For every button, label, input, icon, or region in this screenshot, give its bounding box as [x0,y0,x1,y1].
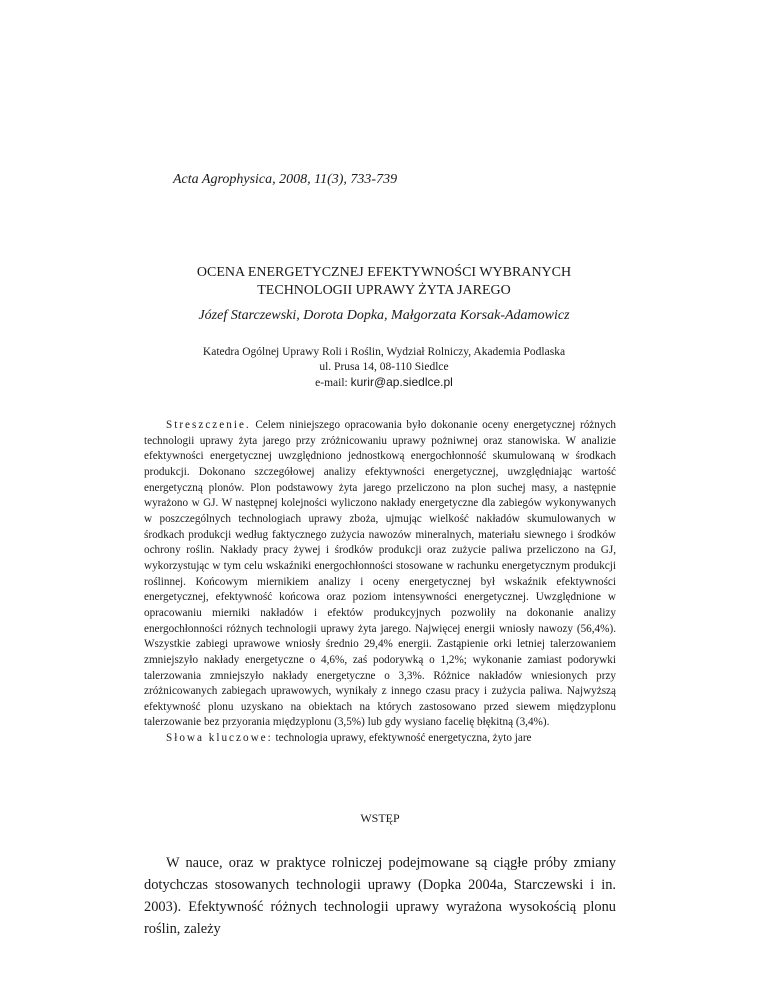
affiliation-email [100,375,668,391]
keywords-paragraph [144,731,616,747]
title-line-2: TECHNOLOGII UPRAWY ŻYTA JAREGO [257,283,511,298]
affiliation [100,345,668,391]
abstract-paragraph [144,418,616,731]
affiliation-address: ul. Prusa 14, 08-110 Siedlce [319,361,449,373]
body-paragraph: W nauce, oraz w praktyce rolniczej podejmowane są ciągłe próby zmiany dotychczas stosowanych technologii uprawy (Dopka 2004a, Starczewski i in. 2003). Efektywność różnych technologii uprawy wyrażona wysokością plonu roślin, zależy [144,855,616,937]
abstract-label: Streszczenie. [166,419,251,431]
abstract-text: Celem niniejszego opracowania było dokonanie oceny energetycznej różnych technologii uprawy żyta jarego przy zróżnicowaniu uprawy pożniwnej oraz stanowiska. W analizie efektywności energetycznej uwzględniono jednostkową energochłonność skumulowaną w środkach produkcji. Dokonano szczegółowej analizy efektywności energetycznej, uwzględniając wartość energetyczną plonów. Plon podstawowy żyta jarego przeliczono na plon suchej masy, a następnie wyrażono w GJ. W następnej kolejności wyliczono nakłady energetyczne dla zabiegów wykonywanych w poszczególnych technologiach uprawy zboża, ujmując wielkość nakładów skumulowanych w środkach produkcji według faktycznego zużycia nawozów mineralnych, materiału siewnego i środków ochrony roślin. Nakłady pracy żywej i środków produkcji oraz zużycie paliwa przeliczono na GJ, wykorzystując w tym celu wskaźniki energochłonności stosowane w rachunku energetycznym produkcji roślinnej. Końcowym miernikiem analizy i oceny energetycznej był wskaźnik efektywności energetycznej, efektywność końcowa oraz poziom intensywności energetycznej. Uwzględnione w opracowaniu mierniki nakładów i efektów produkcyjnych pozwoliły na dokonanie analizy energochłonności różnych technologii uprawy żyta jarego. Najwięcej energii wniosły nawozy (56,4%). Wszystkie zabiegi uprawowe wniosły średnio 29,4% energii. Zastąpienie orki letniej talerzowaniem zmniejszyło nakłady energetyczne o 4,6%, zaś podorywką o 1,2%; wykonanie zamiast podorywki talerzowania zmniejszyło nakłady energetyczne o 3,3%. Różnice nakładów wniesionych przy zróżnicowanych zabiegach uprawowych, wynikały z innego czasu pracy i zużycia paliwa. Najwyższą efektywność plonu uzyskano na obiektach na których zastosowano przed siewem międzyplonu talerzowanie bez przyorania międzyplonu (3,5%) lub gdy wysiano facelię błękitną (3,4%). [144,419,616,729]
abstract [144,418,616,747]
section-heading: WSTĘP [360,811,400,825]
keywords-label: Słowa kluczowe: [166,732,273,745]
keywords-text: technologia uprawy, efektywność energetyczna, żyto jare [275,732,532,745]
email-link[interactable]: kurir@ap.siedlce.pl [350,375,453,389]
affiliation-institution: Katedra Ogólnej Uprawy Roli i Roślin, Wydział Rolniczy, Akademia Podlaska [202,346,566,358]
email-label: e-mail: [315,377,351,389]
paper-title [150,264,618,300]
journal-citation: Acta Agrophysica, 2008, 11(3), 733-739 [173,172,398,187]
title-line-1: OCENA ENERGETYCZNEJ EFEKTYWNOŚCI WYBRANYCH [196,265,572,280]
authors: Józef Starczewski, Dorota Dopka, Małgorzata Korsak-Adamowicz [198,308,570,323]
